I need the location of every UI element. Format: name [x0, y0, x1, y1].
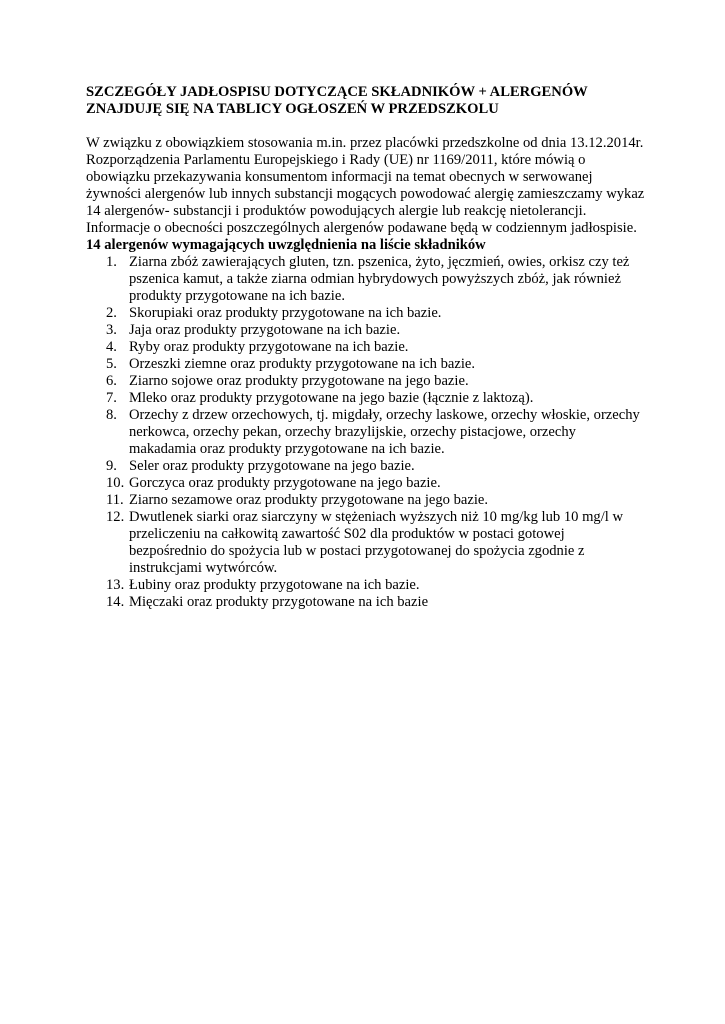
list-item — [86, 356, 646, 373]
list-item-text: Ryby oraz produkty przygotowane na ich bazie. — [129, 339, 409, 355]
list-item — [86, 390, 646, 407]
list-item-number: 9. — [106, 458, 117, 474]
document-content — [86, 84, 646, 611]
list-item-number: 3. — [106, 322, 117, 338]
list-item — [86, 509, 646, 577]
list-item-number: 11. — [106, 492, 124, 508]
list-item — [86, 458, 646, 475]
list-item-text: Gorczyca oraz produkty przygotowane na jego bazie. — [129, 475, 441, 491]
list-item-number: 5. — [106, 356, 117, 372]
list-item-number: 8. — [106, 407, 117, 423]
list-item-number: 14. — [106, 594, 125, 610]
list-item-text: Jaja oraz produkty przygotowane na ich bazie. — [129, 322, 401, 338]
list-item-text: Ziarna zbóż zawierających gluten, tzn. pszenica, żyto, jęczmień, owies, orkisz czy też pszenica kamut, a także ziarna odmian hybrydowych powyższych zbóż, jak również produkty przygotowane na ich bazie. — [129, 254, 630, 304]
list-item-text: Dwutlenek siarki oraz siarczyny w stężeniach wyższych niż 10 mg/kg lub 10 mg/l w przeliczeniu na całkowitą zawartość S02 dla produktów w postaci gotowej bezpośrednio do spożycia lub w postaci przygotowanej do spożycia zgodnie z instrukcjami wytwórców. — [129, 509, 624, 576]
list-item-number: 4. — [106, 339, 117, 355]
list-item-text: Łubiny oraz produkty przygotowane na ich bazie. — [129, 577, 420, 593]
list-item-text: Ziarno sezamowe oraz produkty przygotowane na jego bazie. — [129, 492, 489, 508]
list-item-number: 7. — [106, 390, 117, 406]
list-item — [86, 594, 646, 611]
list-item-number: 2. — [106, 305, 117, 321]
title-line-2: ZNAJDUJĘ SIĘ NA TABLICY OGŁOSZEŃ W PRZEDSZKOLU — [86, 101, 499, 117]
title-line-1: SZCZEGÓŁY JADŁOSPISU DOTYCZĄCE SKŁADNIKÓW + ALERGENÓW — [86, 84, 588, 100]
list-item-text: Ziarno sojowe oraz produkty przygotowane na jego bazie. — [129, 373, 469, 389]
list-item — [86, 339, 646, 356]
list-item — [86, 305, 646, 322]
list-item-text: Mleko oraz produkty przygotowane na jego bazie (łącznie z laktozą). — [129, 390, 534, 406]
list-item-number: 6. — [106, 373, 117, 389]
list-item-text: Orzechy z drzew orzechowych, tj. migdały, orzechy laskowe, orzechy włoskie, orzechy nerkowca, orzechy pekan, orzechy brazylijskie, orzechy pistacjowe, orzechy makadamia oraz produkty przygotowane na ich bazie. — [129, 407, 640, 457]
list-item — [86, 254, 646, 305]
list-item-number: 10. — [106, 475, 125, 491]
allergens-subheading: 14 alergenów wymagających uwzględnienia na liście składników — [86, 237, 486, 253]
list-item-number: 13. — [106, 577, 125, 593]
list-item-number: 12. — [106, 509, 125, 525]
list-item-text: Mięczaki oraz produkty przygotowane na ich bazie — [129, 594, 429, 610]
list-item — [86, 373, 646, 390]
list-item — [86, 475, 646, 492]
page-title — [86, 84, 646, 118]
list-item-text: Skorupiaki oraz produkty przygotowane na ich bazie. — [129, 305, 442, 321]
list-item — [86, 407, 646, 458]
list-item — [86, 322, 646, 339]
list-item-text: Seler oraz produkty przygotowane na jego bazie. — [129, 458, 415, 474]
allergen-list — [86, 254, 646, 611]
intro-paragraph: W związku z obowiązkiem stosowania m.in. przez placówki przedszkolne od dnia 13.12.2014r. Rozporządzenia Parlamentu Europejskiego i Rady (UE) nr 1169/2011, które mówią o obowiązku przekazywania konsumentom informacji na temat obecnych w serwowanej żywności alergenów lub innych substancji mogących powodować alergię zamieszczamy wykaz 14 alergenów- substancji i produktów powodujących alergie lub reakcję nietolerancji. Informacje o obecności poszczególnych alergenów podawane będą w codziennym jadłospisie. — [86, 135, 645, 236]
list-item — [86, 492, 646, 509]
list-item-text: Orzeszki ziemne oraz produkty przygotowane na ich bazie. — [129, 356, 476, 372]
list-item — [86, 577, 646, 594]
list-item-number: 1. — [106, 254, 117, 270]
